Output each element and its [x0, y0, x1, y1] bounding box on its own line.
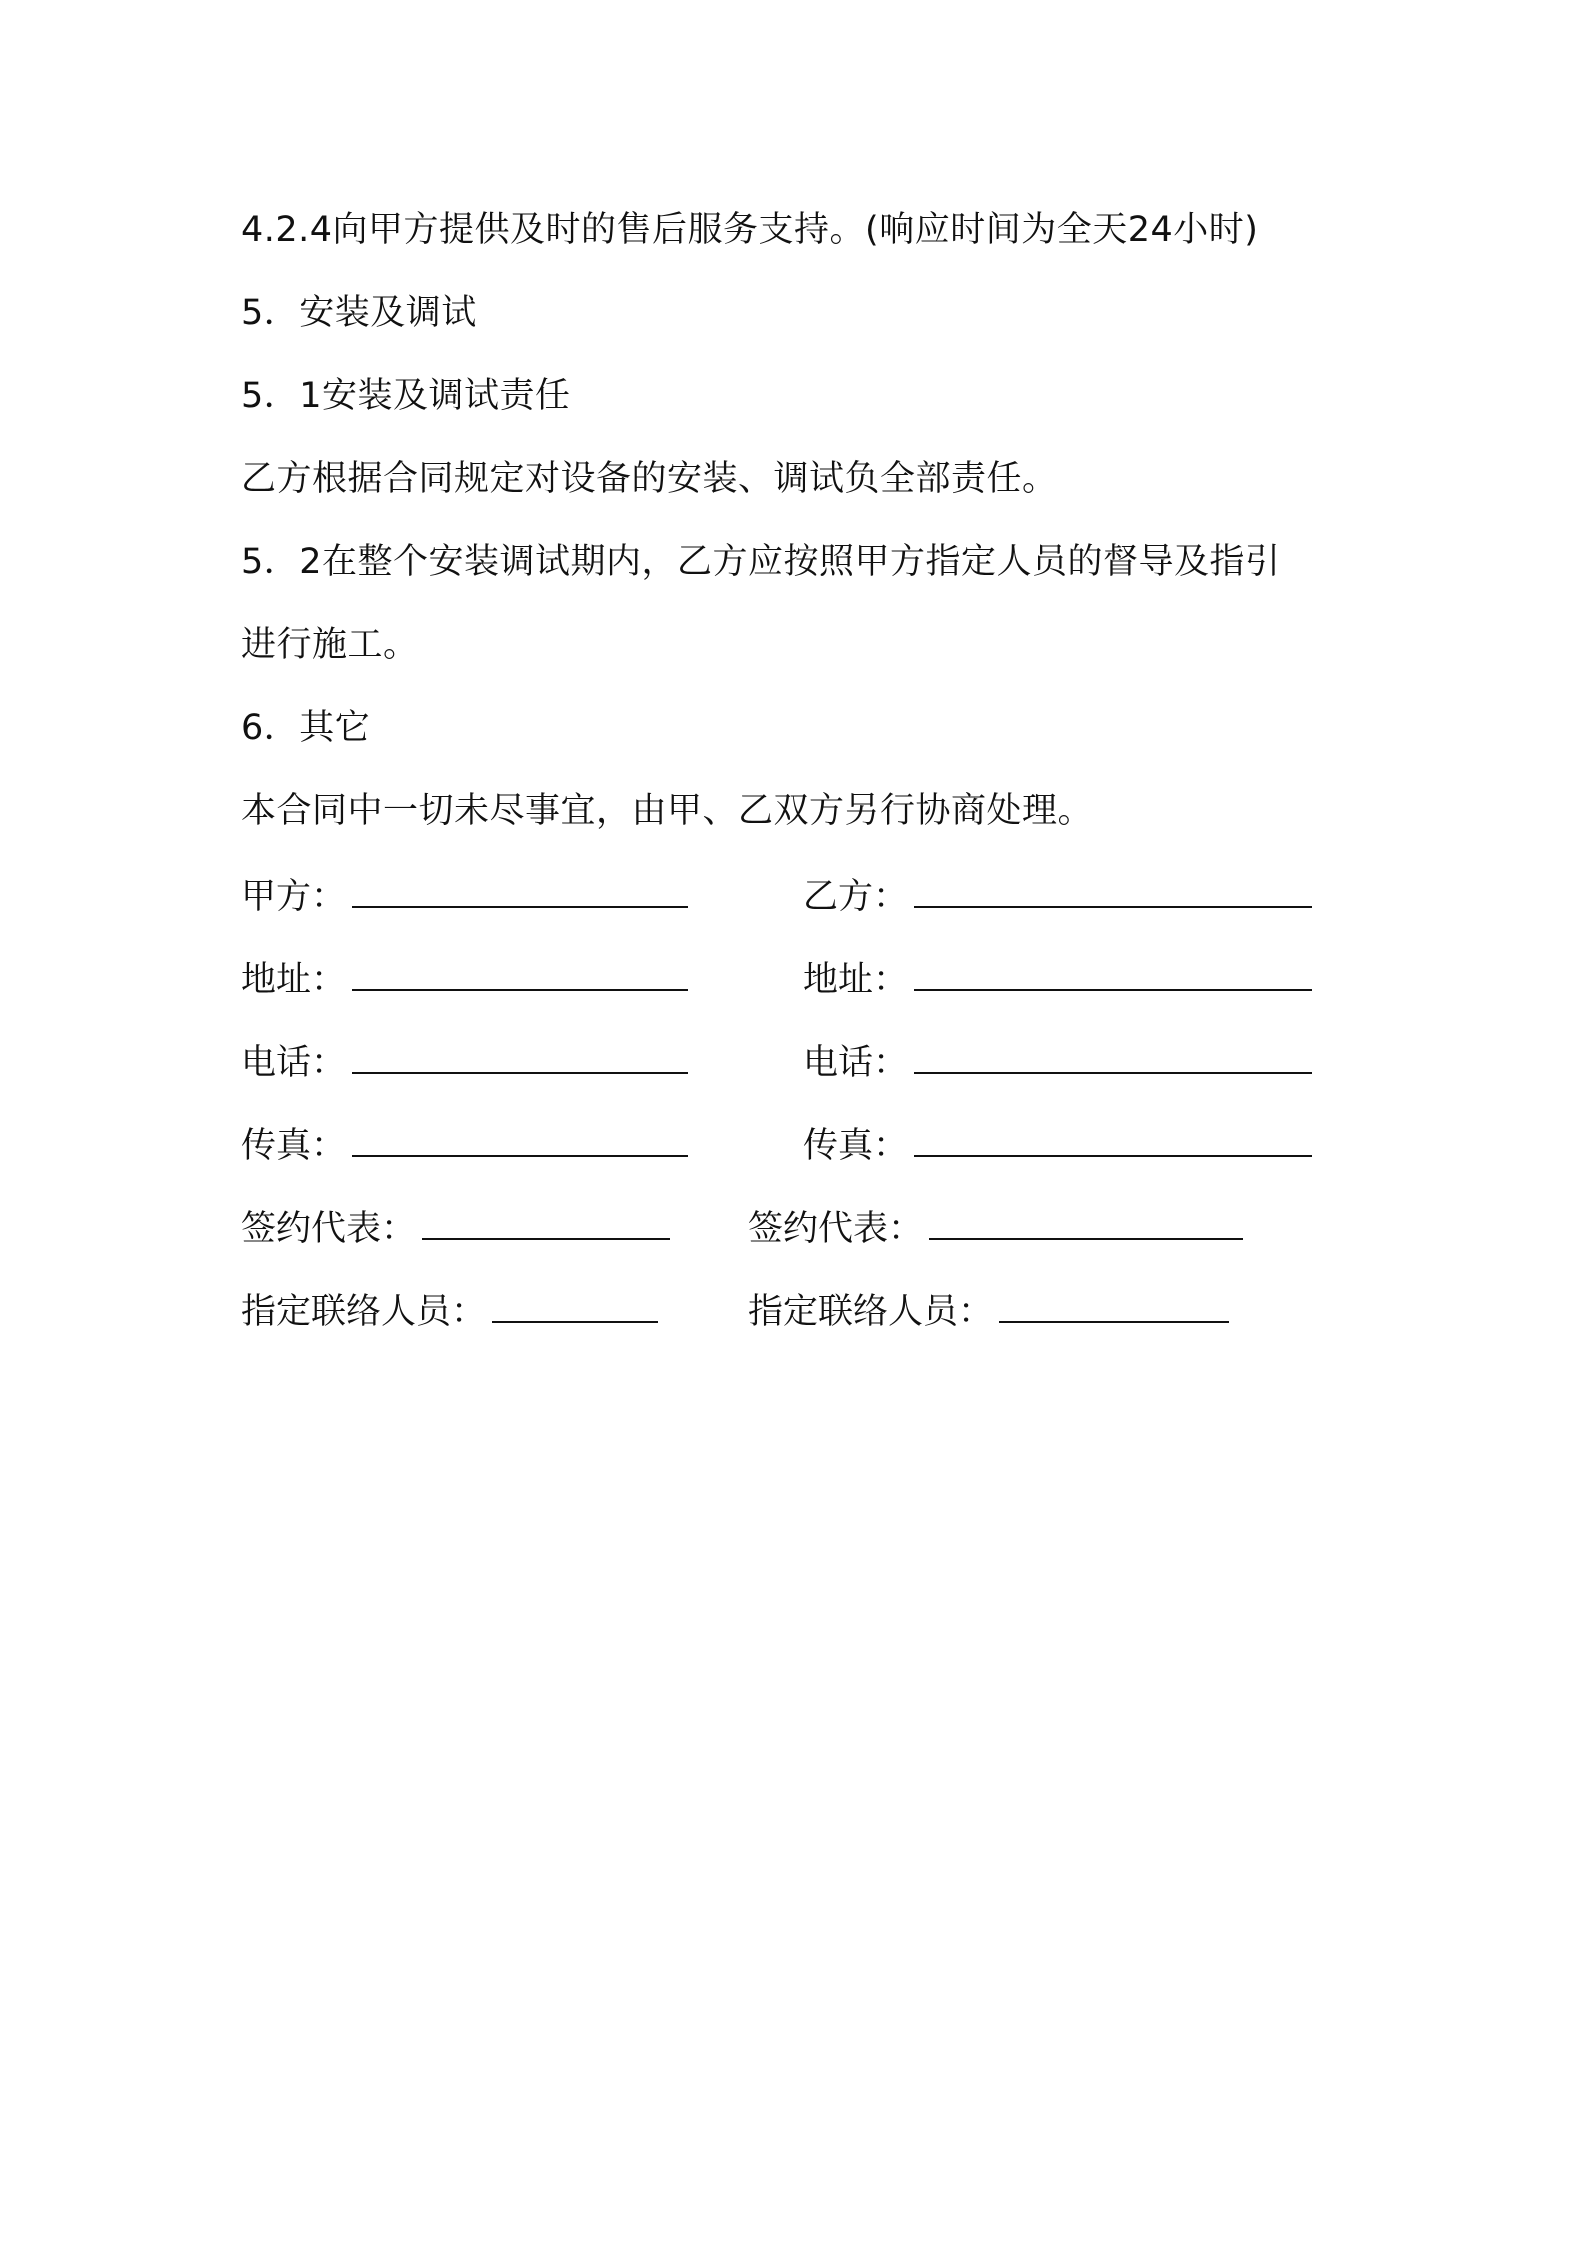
party-b-contact-row	[748, 1287, 1229, 1336]
party-b-representative-blank[interactable]	[929, 1204, 1243, 1240]
party-a-address-label: 地址：	[241, 960, 347, 1000]
party-b-phone-row	[803, 1038, 1312, 1087]
clause-5-1-heading: 5．1安装及调试责任	[241, 376, 571, 416]
clause-5-2-text: 5．2在整个安装调试期内，乙方应按照甲方指定人员的督导及指引	[241, 542, 1281, 582]
party-a-phone-blank[interactable]	[352, 1038, 688, 1074]
party-b-phone-label: 电话：	[803, 1043, 909, 1083]
party-b-fax-row	[803, 1121, 1312, 1170]
party-b-name-row	[803, 872, 1312, 921]
party-a-contact-blank[interactable]	[492, 1287, 658, 1323]
party-b-fax-blank[interactable]	[914, 1121, 1312, 1157]
party-a-phone-label: 电话：	[241, 1043, 347, 1083]
party-a-phone-row	[241, 1038, 688, 1087]
clause-6-text: 本合同中一切未尽事宜，由甲、乙双方另行协商处理。	[241, 791, 1094, 831]
party-b-contact-blank[interactable]	[999, 1287, 1229, 1323]
clause-5-2-text-cont: 进行施工。	[241, 625, 419, 665]
party-b-address-label: 地址：	[803, 960, 909, 1000]
party-a-name-label: 甲方：	[241, 877, 347, 917]
party-a-fax-blank[interactable]	[352, 1121, 688, 1157]
clause-4-2-4: 4.2.4向甲方提供及时的售后服务支持。(响应时间为全天24小时)	[241, 210, 1259, 250]
party-a-address-blank[interactable]	[352, 955, 688, 991]
clause-5-1-text: 乙方根据合同规定对设备的安装、调试负全部责任。	[241, 459, 1058, 499]
party-b-address-row	[803, 955, 1312, 1004]
party-b-phone-blank[interactable]	[914, 1038, 1312, 1074]
party-a-contact-label: 指定联络人员：	[241, 1292, 487, 1332]
party-a-representative-row	[241, 1204, 670, 1253]
party-a-name-blank[interactable]	[352, 872, 688, 908]
party-a-representative-blank[interactable]	[422, 1204, 670, 1240]
party-b-representative-row	[748, 1204, 1243, 1253]
party-b-contact-label: 指定联络人员：	[748, 1292, 994, 1332]
party-a-fax-row	[241, 1121, 688, 1170]
party-b-name-label: 乙方：	[803, 877, 909, 917]
section-5-heading: 5．安装及调试	[241, 293, 477, 333]
party-a-name-row	[241, 872, 688, 921]
party-a-contact-row	[241, 1287, 658, 1336]
party-a-fax-label: 传真：	[241, 1126, 347, 1166]
party-b-representative-label: 签约代表：	[748, 1209, 924, 1249]
party-b-address-blank[interactable]	[914, 955, 1312, 991]
section-6-heading: 6．其它	[241, 708, 371, 748]
party-a-representative-label: 签约代表：	[241, 1209, 417, 1249]
party-a-address-row	[241, 955, 688, 1004]
party-b-name-blank[interactable]	[914, 872, 1312, 908]
party-b-fax-label: 传真：	[803, 1126, 909, 1166]
